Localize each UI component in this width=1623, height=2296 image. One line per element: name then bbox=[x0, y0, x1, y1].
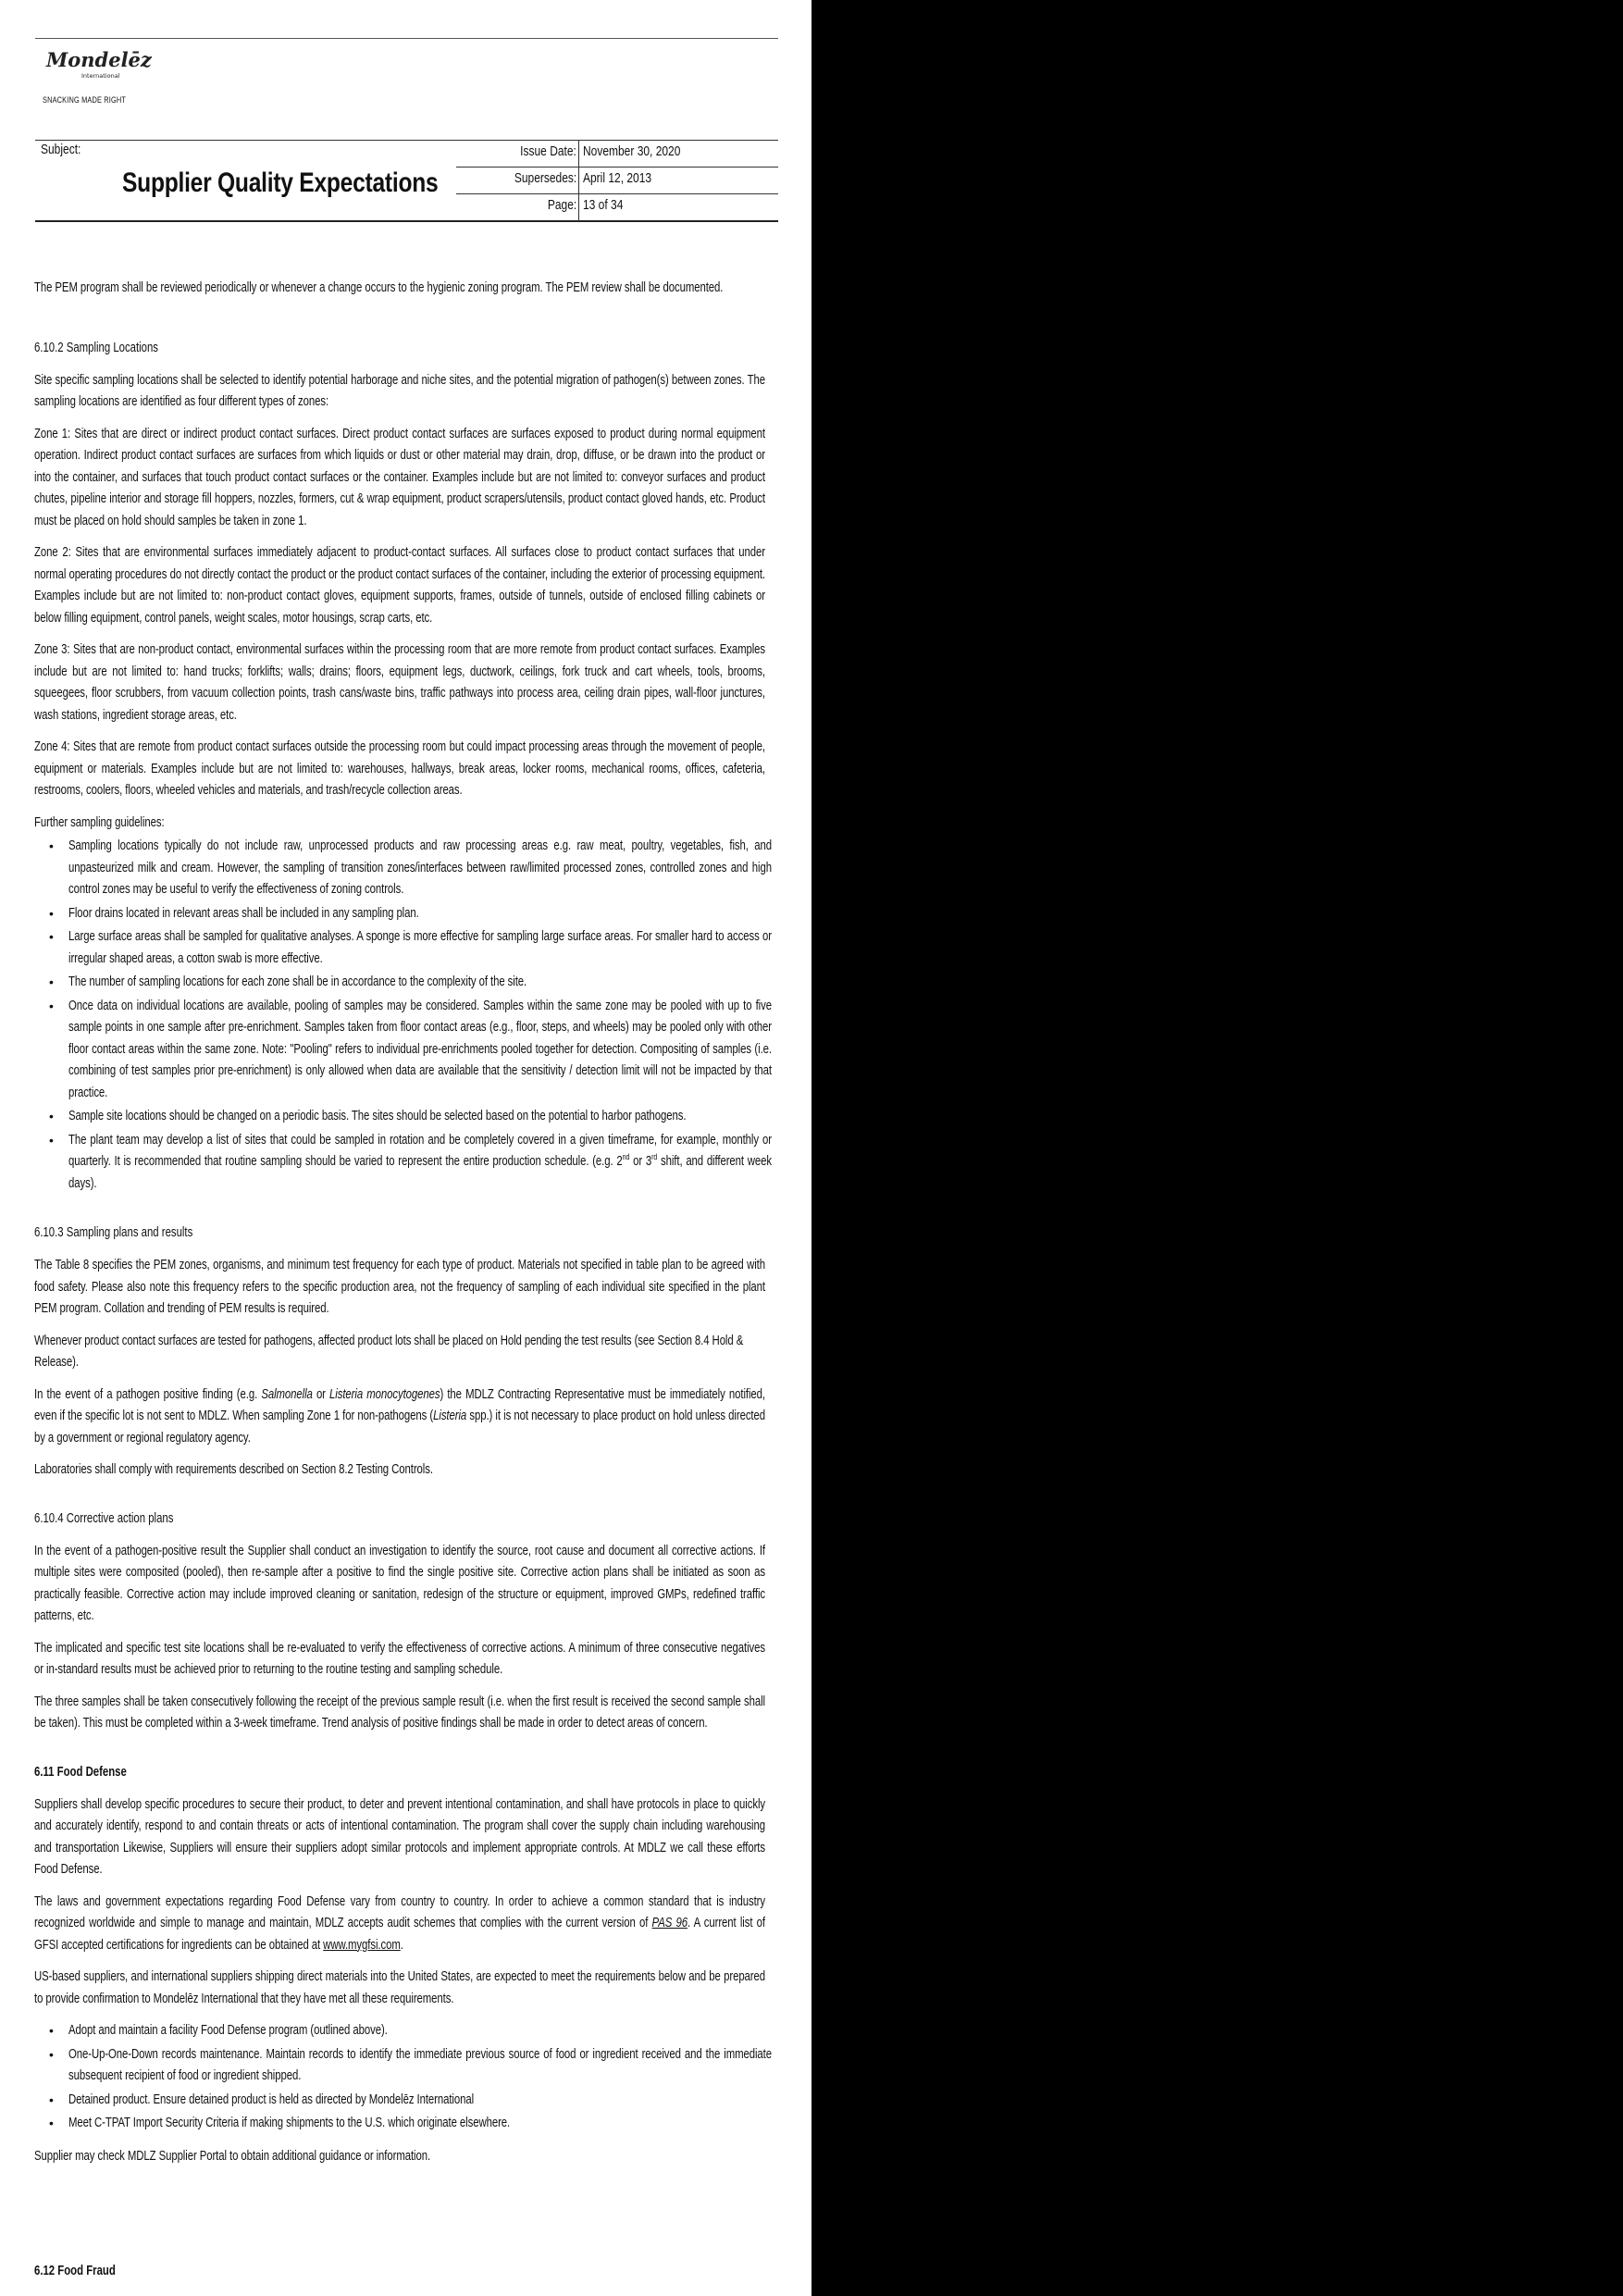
list-item-text: Adopt and maintain a facility Food Defense program (outlined above). bbox=[68, 2023, 388, 2038]
food-defense-paragraph-2: The laws and government expectations regarding Food Defense vary from country to country. In order to achieve a common standard that is industry recognized worldwide and simple to manage and maintain, MDLZ accepts audit schemes that complies with the current version of PAS 96. A current list of GFSI accepted certifications for ingredients can be obtained at www.mygfsi.com. bbox=[34, 1893, 765, 1953]
logo-wordmark: Mondelēz bbox=[46, 48, 152, 71]
list-item bbox=[34, 2090, 765, 2112]
section-heading-6-10-2: 6.10.2 Sampling Locations bbox=[34, 340, 158, 355]
list-item-text: The number of sampling locations for each zone shall be in accordance to the complexity of the site. bbox=[68, 974, 527, 989]
list-item bbox=[34, 836, 772, 901]
document-body bbox=[34, 278, 772, 2293]
bullet-glyph: • bbox=[49, 1132, 54, 1148]
mondelez-logo bbox=[43, 44, 152, 83]
list-item bbox=[34, 972, 765, 994]
subject-label: Subject: bbox=[41, 142, 81, 157]
supersedes-label: Supersedes: bbox=[514, 170, 576, 186]
bullet-glyph: • bbox=[49, 998, 54, 1013]
section-heading-6-10-3: 6.10.3 Sampling plans and results bbox=[34, 1225, 193, 1240]
list-item bbox=[34, 1130, 772, 1196]
sampling-guidelines-list bbox=[34, 836, 772, 1195]
further-guidelines-label: Further sampling guidelines: bbox=[34, 814, 165, 830]
food-defense-paragraph-1: Suppliers shall develop specific procedures to secure their product, to deter and prevent intentional contamination, and shall have protocols in place to quickly and accurately identify, respond to and contain threats or acts of intentional contamination. The program shall cover the supply chain including warehousing and transportation Likewise, Suppliers will ensure their suppliers adopt similar protocols and implement appropriate controls. At MDLZ we call these efforts Food Defense. bbox=[34, 1796, 765, 1877]
header-rule-bottom bbox=[35, 220, 778, 222]
sampling-plans-paragraph-4: Laboratories shall comply with requirements described on Section 8.2 Testing Controls. bbox=[34, 1462, 433, 1477]
header-rule-top bbox=[35, 140, 778, 141]
page-label: Page: bbox=[547, 197, 576, 213]
list-item bbox=[34, 996, 772, 1105]
pem-review-paragraph: The PEM program shall be reviewed periodically or whenever a change occurs to the hygienic zoning program. The PEM review shall be documented. bbox=[34, 280, 724, 295]
list-item bbox=[34, 926, 772, 970]
bullet-glyph: • bbox=[49, 929, 54, 944]
section-heading-6-10-4: 6.10.4 Corrective action plans bbox=[34, 1510, 174, 1526]
list-item-text: Detained product. Ensure detained product is held as directed by Mondelēz International bbox=[68, 2091, 475, 2107]
section-heading-6-12: 6.12 Food Fraud bbox=[34, 2264, 116, 2278]
zone-2-paragraph: Zone 2: Sites that are environmental surfaces immediately adjacent to product-contact surfaces. All surfaces close to product contact surfaces that under normal operating procedures do not directly contact the product or the product contact surfaces of the container, including the exterior of processing equipment. Examples include but are not limited to: non-product contact gloves, equipment supports, frames, outside of tunnels, outside of enclosed filling cabinets or below filling equipment, control panels, weight scales, motor housings, scrap carts, etc. bbox=[34, 545, 765, 626]
list-item bbox=[34, 1106, 765, 1128]
list-item bbox=[34, 2113, 765, 2135]
bullet-glyph: • bbox=[49, 2091, 54, 2107]
bullet-glyph: • bbox=[49, 974, 54, 989]
list-item-text: Sampling locations typically do not include raw, unprocessed products and raw processing areas e.g. raw meat, poultry, vegetables, fish, and unpasteurized milk and cream. However, the sampling of transition zones/interfaces between raw/limited processed zones, controlled zones and high control zones may be useful to verify the effectiveness of zoning controls. bbox=[68, 838, 772, 897]
bullet-glyph: • bbox=[49, 2023, 54, 2038]
bullet-glyph: • bbox=[49, 905, 54, 921]
list-item-text: Sample site locations should be changed on a periodic basis. The sites should be selected based on the potential to harbor pathogens. bbox=[68, 1109, 687, 1123]
document-title: Supplier Quality Expectations bbox=[122, 168, 439, 198]
list-item bbox=[34, 903, 765, 925]
sampling-locations-intro: Site specific sampling locations shall be selected to identify potential harborage and niche sites, and the potential migration of pathogen(s) between zones. The sampling locations are identified as four different types of zones: bbox=[34, 372, 765, 409]
zone-4-paragraph: Zone 4: Sites that are remote from product contact surfaces outside the processing room but could impact processing areas through the movement of people, equipment or materials. Examples include but are not limited to: warehouses, hallways, break areas, locker rooms, mechanical rooms, offices, cafeteria, restrooms, coolers, floors, wheeled vehicles and materials, and trash/recycle collection areas. bbox=[34, 739, 765, 798]
page-number: 13 of 34 bbox=[583, 197, 624, 213]
sampling-plans-paragraph-3: In the event of a pathogen positive finding (e.g. Salmonella or Listeria monocytogenes) the MDLZ Contracting Representative must be immediately notified, even if the specific lot is not sent to MDLZ. When sampling Zone 1 for non-pathogens (Listeria spp.) it is not necessary to place product on hold unless directed by a government or regional regulatory agency. bbox=[34, 1386, 765, 1446]
zone-1-paragraph: Zone 1: Sites that are direct or indirect product contact surfaces. Direct product contact surfaces are surfaces exposed to product during normal equipment operation. Indirect product contact surfaces are surfaces from which liquids or dust or other material may drain, drop, diffuse, or be drawn into the product or into the container, and surfaces that touch product contact surfaces or the container. Examples include but are not limited to: conveyor surfaces and product chutes, pipeline interior and storage fill hoppers, nozzles, formers, cut & wrap equipment, product scrapers/utensils, product contact gloved hands, etc. Product must be placed on hold should samples be taken in zone 1. bbox=[34, 426, 765, 528]
list-item-text: Meet C-TPAT Import Security Criteria if making shipments to the U.S. which originate elsewhere. bbox=[68, 2116, 511, 2130]
bullet-glyph: • bbox=[49, 2046, 54, 2062]
list-item bbox=[34, 2020, 765, 2042]
bullet-glyph: • bbox=[49, 2116, 54, 2130]
meta-rule-2 bbox=[456, 193, 778, 194]
issue-date-value: November 30, 2020 bbox=[583, 143, 681, 159]
top-rule bbox=[35, 38, 778, 39]
mygfsi-link[interactable]: www.mygfsi.com bbox=[323, 1937, 401, 1953]
sampling-plans-paragraph-1: The Table 8 specifies the PEM zones, organisms, and minimum test frequency for each type of product. Materials not specified in table plan to be agreed with food safety. Please also note this frequency refers to the specific production area, not the frequency of sampling of each individual site specified in the plant PEM program. Collation and trending of PEM results is required. bbox=[34, 1258, 765, 1316]
supersedes-value: April 12, 2013 bbox=[583, 170, 652, 186]
sampling-plans-paragraph-2: Whenever product contact surfaces are tested for pathogens, affected product lots shall be placed on Hold pending the test results (see Section 8.4 Hold & Release). bbox=[34, 1333, 744, 1370]
tagline: SNACKING MADE RIGHT bbox=[43, 95, 127, 105]
zone-3-paragraph: Zone 3: Sites that are non-product contact, environmental surfaces within the processing room that are more remote from product contact surfaces. Examples include but are not limited to: hand trucks; forklifts; walls; drains; floors, equipment legs, ductwork, ceilings, fork truck and cart wheels, tools, brooms, squeegees, floor scrubbers, from vacuum collection points, trash cans/waste bins, traffic pathways into process area, ceiling drain pipes, wall-floor junctures, wash stations, ingredient storage areas, etc. bbox=[34, 642, 765, 723]
list-item-text: Floor drains located in relevant areas shall be included in any sampling plan. bbox=[68, 905, 419, 921]
food-defense-paragraph-3: US-based suppliers, and international suppliers shipping direct materials into the United States, are expected to meet the requirements below and be prepared to provide confirmation to Mondelēz International that they have met all these requirements. bbox=[34, 1969, 765, 2006]
list-item-text: Once data on individual locations are available, pooling of samples may be considered. Samples within the same zone may be pooled with up to five sample points in one sample after pre-enrichment. Samples taken from floor contact areas (e.g., floor, steps, and wheels) may be pooled only with other floor contact areas within the same zone. Note: "Pooling" refers to individual pre-enrichments pooled together for detection. Compositing of samples (i.e. combining of test samples prior pre-enrichment) is only allowed when data are available that the sensitivity / detection limit will not be impacted by that practice. bbox=[68, 998, 772, 1100]
issue-date-label: Issue Date: bbox=[520, 143, 576, 159]
list-item-text: Large surface areas shall be sampled for qualitative analyses. A sponge is more effective for sampling large surface areas. For smaller hard to access or irregular shaped areas, a cotton swab is more effective. bbox=[68, 929, 772, 966]
food-defense-paragraph-4: Supplier may check MDLZ Supplier Portal to obtain additional guidance or information. bbox=[34, 2148, 431, 2164]
meta-rule-1 bbox=[456, 167, 778, 168]
bullet-glyph: • bbox=[49, 838, 54, 853]
list-item bbox=[34, 2044, 772, 2088]
document-header-table bbox=[35, 140, 778, 221]
logo-subtext: International bbox=[81, 72, 120, 80]
list-item-text: The plant team may develop a list of sites that could be sampled in rotation and be completely covered in a given timeframe, for example, monthly or quarterly. It is recommended that routine sampling should be varied to represent the entire production schedule. (e.g. 2nd or 3rd shift, and different week days). bbox=[68, 1132, 772, 1191]
corrective-action-paragraph-1: In the event of a pathogen-positive result the Supplier shall conduct an investigation to identify the source, root cause and document all corrective actions. If multiple sites were composited (pooled), then re-sample after a positive to find the single positive site. Corrective action plans shall be initiated as soon as practically feasible. Corrective action may include improved cleaning or sanitation, redesign of the structure or equipment, improved GMPs, redefined traffic patterns, etc. bbox=[34, 1543, 765, 1623]
meta-divider bbox=[578, 140, 579, 221]
food-defense-requirements-list bbox=[34, 2020, 772, 2135]
corrective-action-paragraph-3: The three samples shall be taken consecutively following the receipt of the previous sample result (i.e. when the first result is received the second sample shall be taken). This must be completed within a 3-week timeframe. Trend analysis of positive findings shall be made in order to detect areas of concern. bbox=[34, 1694, 765, 1731]
bullet-glyph: • bbox=[49, 1109, 54, 1123]
corrective-action-paragraph-2: The implicated and specific test site locations shall be re-evaluated to verify the effectiveness of corrective actions. A minimum of three consecutive negatives or in-standard results must be achieved prior to returning to the routine testing and sampling schedule. bbox=[34, 1640, 765, 1677]
pas-96-link[interactable]: PAS 96 bbox=[651, 1916, 688, 1930]
list-item-text: One-Up-One-Down records maintenance. Maintain records to identify the immediate previous source of food or ingredient received and the immediate subsequent recipient of food or ingredient shipped. bbox=[68, 2046, 772, 2083]
section-heading-6-11: 6.11 Food Defense bbox=[34, 1764, 127, 1780]
